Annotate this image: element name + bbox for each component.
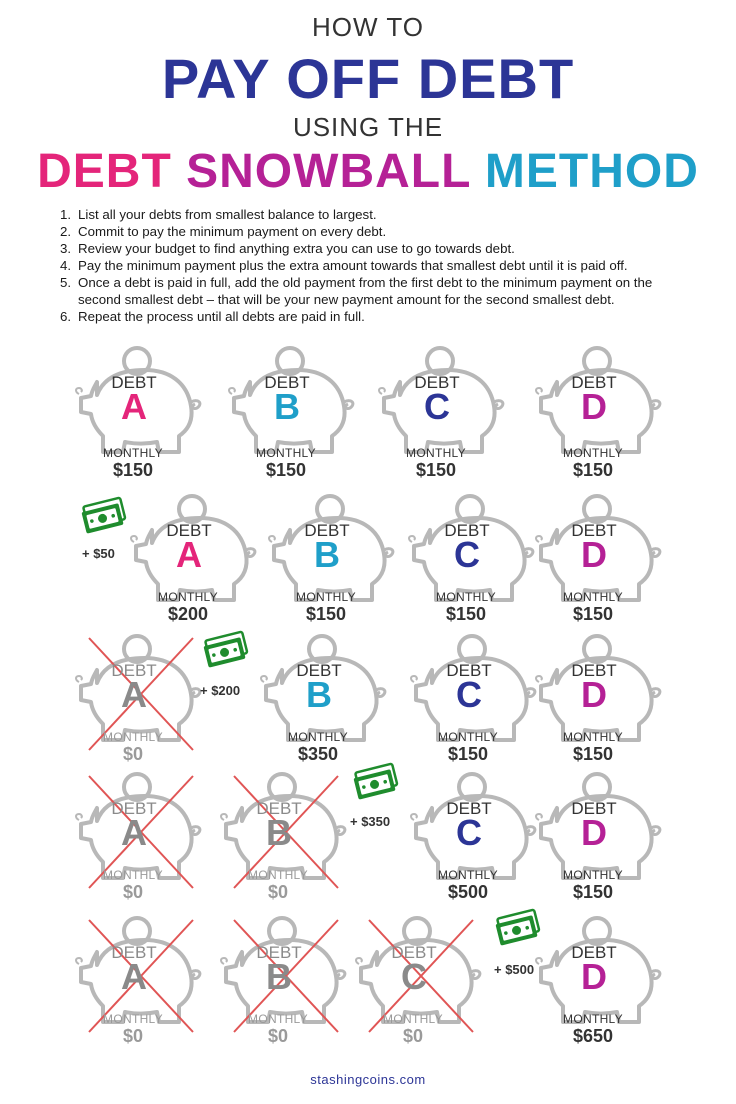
pig-debt-letter: C: [401, 956, 427, 997]
monthly-payment-label: [413, 868, 523, 903]
monthly-payment-label: [78, 730, 188, 765]
monthly-caption: MONTHLY: [438, 730, 498, 744]
step-number: 3.: [60, 241, 72, 256]
monthly-caption: MONTHLY: [563, 446, 623, 460]
monthly-payment-label: [538, 590, 648, 625]
step-item: [60, 274, 680, 308]
step-text: List all your debts from smallest balance to largest.: [78, 207, 377, 222]
step-text: Once a debt is paid in full, add the old payment from the first debt to the minimum payment on the second smallest debt – that will be your new payment amount for the second smallest debt.: [78, 275, 653, 307]
pig-debt-word: DEBT: [304, 521, 350, 540]
pig-debt-letter: D: [581, 812, 607, 853]
monthly-caption: MONTHLY: [296, 590, 356, 604]
monthly-caption: MONTHLY: [248, 868, 308, 882]
pig-debt-word: DEBT: [571, 373, 617, 392]
pig-debt-letter: D: [581, 674, 607, 715]
pig-debt-letter: A: [121, 812, 147, 853]
monthly-amount: $150: [305, 604, 347, 624]
monthly-amount: $150: [265, 460, 307, 480]
step-number: 2.: [60, 224, 72, 239]
monthly-payment-label: [538, 446, 648, 481]
monthly-payment-label: [538, 730, 648, 765]
monthly-amount: $0: [122, 882, 144, 902]
step-item: [60, 223, 680, 240]
step-text: Repeat the process until all debts are paid in full.: [78, 309, 365, 324]
monthly-payment-label: [231, 446, 341, 481]
monthly-caption: MONTHLY: [103, 868, 163, 882]
monthly-payment-label: [413, 730, 523, 765]
money-icon: [352, 762, 400, 802]
title-how-to: HOW TO: [312, 12, 424, 42]
step-text: Review your budget to find anything extra you can use to go towards debt.: [78, 241, 515, 256]
pig-debt-letter: C: [454, 534, 480, 575]
pig-debt-letter: A: [121, 956, 147, 997]
pig-debt-word: DEBT: [571, 799, 617, 818]
monthly-amount: $150: [415, 460, 457, 480]
pig-debt-letter: C: [424, 386, 450, 427]
money-icon: [80, 496, 128, 536]
pig-debt-letter: D: [581, 386, 607, 427]
monthly-caption: MONTHLY: [563, 590, 623, 604]
title-using-the: USING THE: [292, 112, 444, 142]
pig-debt-letter: B: [314, 534, 340, 575]
monthly-caption: MONTHLY: [256, 446, 316, 460]
monthly-payment-label: [78, 1012, 188, 1047]
monthly-amount: $150: [112, 460, 154, 480]
money-icon: [494, 908, 542, 948]
monthly-amount: $0: [122, 1026, 144, 1046]
monthly-caption: MONTHLY: [383, 1012, 443, 1026]
monthly-caption: MONTHLY: [288, 730, 348, 744]
pig-debt-word: DEBT: [166, 521, 212, 540]
monthly-payment-label: [78, 868, 188, 903]
monthly-amount: $350: [297, 744, 339, 764]
pig-debt-word: DEBT: [391, 943, 437, 962]
monthly-payment-label: [223, 868, 333, 903]
pig-debt-word: DEBT: [571, 661, 617, 680]
monthly-payment-label: [358, 1012, 468, 1047]
pig-debt-word: DEBT: [446, 661, 492, 680]
pig-debt-letter: B: [266, 812, 292, 853]
pig-debt-word: DEBT: [414, 373, 460, 392]
pig-debt-letter: A: [176, 534, 202, 575]
monthly-payment-label: [223, 1012, 333, 1047]
monthly-caption: MONTHLY: [563, 868, 623, 882]
step-item: [60, 308, 680, 325]
pig-debt-letter: C: [456, 674, 482, 715]
pig-debt-word: DEBT: [111, 943, 157, 962]
pig-debt-word: DEBT: [111, 661, 157, 680]
pig-debt-letter: D: [581, 534, 607, 575]
pig-debt-letter: B: [266, 956, 292, 997]
monthly-amount: $0: [267, 1026, 289, 1046]
extra-payment-amount: + $200: [200, 683, 241, 698]
monthly-amount: $150: [572, 744, 614, 764]
title-method: [0, 144, 736, 199]
step-item: [60, 240, 680, 257]
pig-debt-word: DEBT: [111, 373, 157, 392]
steps-list: [60, 206, 680, 325]
step-text: Commit to pay the minimum payment on every debt.: [78, 224, 387, 239]
step-text: Pay the minimum payment plus the extra amount towards that smallest debt until it is paid off.: [78, 258, 628, 273]
pig-debt-letter: D: [581, 956, 607, 997]
pig-debt-word: DEBT: [296, 661, 342, 680]
pig-debt-word: DEBT: [446, 799, 492, 818]
monthly-payment-label: [133, 590, 243, 625]
monthly-caption: MONTHLY: [103, 730, 163, 744]
title-method-debt: DEBT: [37, 145, 172, 198]
monthly-amount: $500: [447, 882, 489, 902]
extra-payment-amount: + $500: [494, 962, 535, 977]
pig-debt-word: DEBT: [571, 521, 617, 540]
monthly-caption: MONTHLY: [158, 590, 218, 604]
pig-debt-word: DEBT: [571, 943, 617, 962]
monthly-payment-label: [263, 730, 373, 765]
money-icon: [202, 630, 250, 670]
monthly-amount: $0: [122, 744, 144, 764]
monthly-payment-label: [78, 446, 188, 481]
step-number: 1.: [60, 207, 72, 222]
pig-debt-letter: A: [121, 674, 147, 715]
pig-debt-letter: B: [306, 674, 332, 715]
pig-debt-letter: B: [274, 386, 300, 427]
monthly-caption: MONTHLY: [103, 1012, 163, 1026]
monthly-caption: MONTHLY: [103, 446, 163, 460]
monthly-caption: MONTHLY: [438, 868, 498, 882]
monthly-caption: MONTHLY: [248, 1012, 308, 1026]
monthly-caption: MONTHLY: [563, 1012, 623, 1026]
monthly-amount: $150: [572, 460, 614, 480]
title-pay-off-debt: PAY OFF DEBT: [161, 47, 575, 110]
step-number: 4.: [60, 258, 72, 273]
title-method-method: METHOD: [484, 145, 699, 198]
monthly-payment-label: [411, 590, 521, 625]
monthly-amount: $150: [445, 604, 487, 624]
monthly-payment-label: [271, 590, 381, 625]
step-number: 6.: [60, 309, 72, 324]
monthly-amount: $200: [167, 604, 209, 624]
extra-payment-amount: + $50: [82, 546, 115, 561]
monthly-amount: $0: [402, 1026, 424, 1046]
pig-debt-word: DEBT: [256, 943, 302, 962]
monthly-payment-label: [381, 446, 491, 481]
extra-payment-amount: + $350: [350, 814, 391, 829]
monthly-amount: $150: [447, 744, 489, 764]
step-item: [60, 257, 680, 274]
pig-debt-word: DEBT: [256, 799, 302, 818]
monthly-amount: $150: [572, 882, 614, 902]
step-number: 5.: [60, 275, 72, 290]
monthly-caption: MONTHLY: [406, 446, 466, 460]
monthly-amount: $0: [267, 882, 289, 902]
pig-debt-word: DEBT: [111, 799, 157, 818]
footer-site: stashingcoins.com: [310, 1072, 426, 1087]
monthly-amount: $150: [572, 604, 614, 624]
pig-debt-letter: A: [121, 386, 147, 427]
monthly-payment-label: [538, 1012, 648, 1047]
step-item: [60, 206, 680, 223]
pig-debt-letter: C: [456, 812, 482, 853]
monthly-caption: MONTHLY: [436, 590, 496, 604]
monthly-payment-label: [538, 868, 648, 903]
monthly-amount: $650: [572, 1026, 614, 1046]
monthly-caption: MONTHLY: [563, 730, 623, 744]
pig-debt-word: DEBT: [264, 373, 310, 392]
pig-debt-word: DEBT: [444, 521, 490, 540]
title-method-snowball: SNOWBALL: [186, 145, 471, 198]
